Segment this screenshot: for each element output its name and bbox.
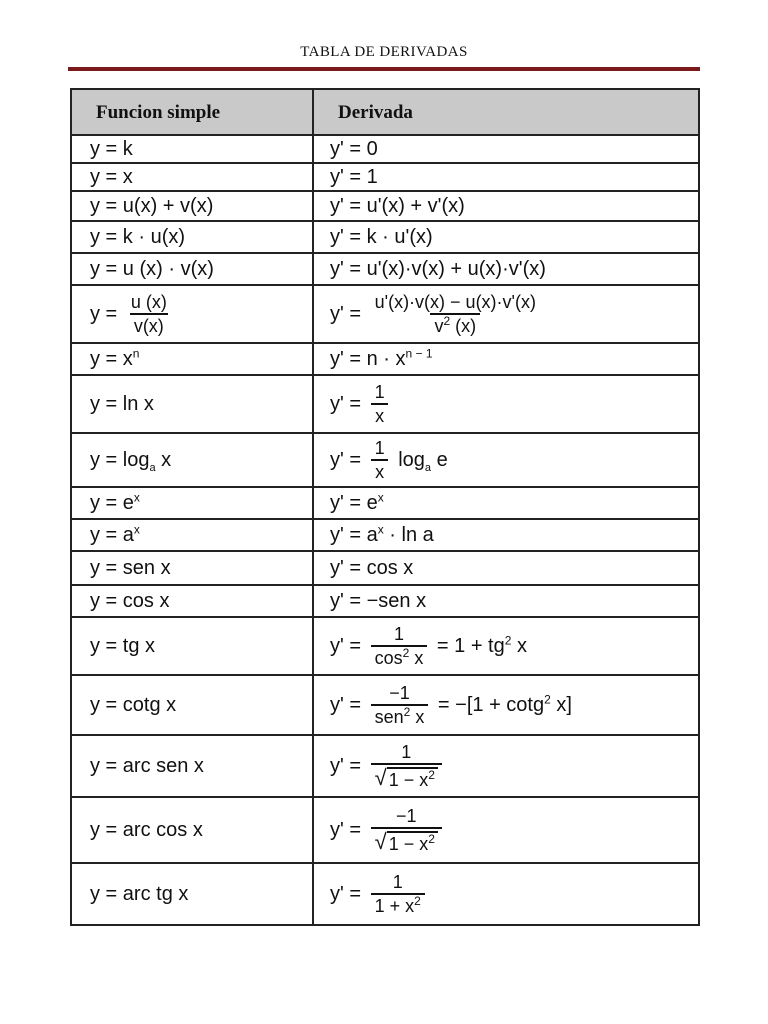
formula-prefix: y' =: [330, 883, 362, 905]
formula-base: y = a: [90, 524, 134, 546]
derivative-cell: y' = u'(x)·v(x) + u(x)·v'(x): [313, 253, 699, 285]
derivative-cell: [313, 487, 699, 519]
table-header-row: [71, 89, 699, 135]
fraction-numerator: u (x): [130, 292, 167, 312]
formula-prefix: y' =: [330, 755, 362, 777]
function-cell: y = cos x: [71, 585, 313, 617]
fraction-numerator: 1: [374, 382, 385, 402]
function-cell: y = tg x: [71, 617, 313, 675]
derivative-cell: [313, 375, 699, 433]
fraction: [371, 684, 429, 726]
exponent: 2: [428, 832, 435, 846]
derivatives-table: [70, 88, 700, 926]
formula-prefix: y' =: [330, 635, 362, 657]
title-divider: [68, 67, 700, 71]
formula-prefix: y =: [90, 303, 118, 325]
derivative-cell: [313, 433, 699, 487]
derivative-cell: y' = k · u'(x): [313, 221, 699, 253]
derivative-cell: [313, 519, 699, 551]
table-row: [71, 519, 699, 551]
denominator-base: sen: [374, 707, 404, 727]
formula-prefix: y' =: [330, 819, 362, 841]
page-title: TABLA DE DERIVADAS: [300, 44, 468, 60]
fraction: [371, 807, 442, 853]
table-row: [71, 375, 699, 433]
derivative-cell: [313, 675, 699, 735]
suffix-base: = −[1 + cotg: [437, 694, 545, 716]
formula-base: y' = a: [330, 524, 378, 546]
formula-rest: x: [155, 449, 172, 471]
derivative-cell: [313, 735, 699, 797]
formula-suffix: [438, 694, 572, 716]
formula-base: y = x: [90, 348, 133, 370]
function-cell: y = x: [71, 163, 313, 191]
derivative-cell: [313, 863, 699, 925]
fraction-denominator: [371, 704, 429, 726]
fraction-denominator: [371, 763, 442, 789]
fraction-numerator: 1: [392, 872, 403, 892]
fraction-numerator: −1: [389, 683, 410, 703]
fraction: [371, 439, 389, 481]
exponent: x: [377, 522, 384, 537]
function-cell: y = sen x: [71, 551, 313, 585]
derivative-cell: y' = cos x: [313, 551, 699, 585]
function-cell: [71, 433, 313, 487]
function-cell: y = arc sen x: [71, 735, 313, 797]
denominator-base: cos: [374, 648, 403, 668]
table-row: [71, 617, 699, 675]
suffix-rest: x]: [550, 694, 572, 716]
table-row: [71, 433, 699, 487]
header-function: Funcion simple: [71, 89, 313, 135]
function-cell: y = arc tg x: [71, 863, 313, 925]
fraction-numerator: 1: [393, 624, 404, 644]
radicand: [387, 767, 438, 789]
exponent: n − 1: [405, 346, 433, 361]
fraction-denominator: x: [371, 403, 388, 425]
derivative-cell: [313, 617, 699, 675]
formula-suffix: [437, 635, 527, 657]
function-cell: y = ln x: [71, 375, 313, 433]
denominator-rest: x: [409, 648, 424, 668]
fraction-denominator: [371, 645, 428, 667]
fraction-numerator: 1: [374, 438, 385, 458]
exponent: x: [377, 490, 384, 505]
radicand: [387, 831, 438, 853]
fraction-denominator: [371, 893, 425, 915]
exponent: 2: [402, 646, 410, 660]
function-cell: [71, 343, 313, 375]
formula-rest: · ln a: [383, 524, 434, 546]
formula-base: y = log: [90, 449, 150, 471]
denominator-rest: x: [410, 707, 425, 727]
denominator-base: 1 + x: [374, 896, 415, 916]
fraction: [371, 293, 540, 335]
table-row: [71, 585, 699, 617]
function-cell: [71, 487, 313, 519]
fraction: [371, 873, 425, 915]
formula-prefix: y' =: [330, 393, 362, 415]
function-cell: y = k · u(x): [71, 221, 313, 253]
exponent: 2: [428, 768, 435, 782]
suffix-rest: x: [511, 635, 527, 657]
exponent: x: [133, 522, 140, 537]
exponent: x: [133, 490, 140, 505]
fraction: [371, 743, 442, 789]
fraction-numerator: u'(x)·v(x) − u(x)·v'(x): [374, 292, 536, 312]
table-row: [71, 285, 699, 343]
function-cell: y = k: [71, 135, 313, 163]
formula-prefix: y' =: [330, 303, 362, 325]
suffix-rest: e: [431, 449, 448, 471]
table-row: [71, 253, 699, 285]
exponent: 2: [504, 633, 512, 648]
formula-prefix: y' =: [330, 694, 362, 716]
formula-suffix: [398, 449, 448, 474]
derivative-cell: y' = 0: [313, 135, 699, 163]
denominator-rest: (x): [450, 316, 477, 336]
derivative-cell: [313, 343, 699, 375]
formula-base: y' = e: [330, 492, 378, 514]
log-base: a: [149, 462, 156, 474]
fraction-numerator: −1: [396, 806, 417, 826]
function-cell: y = cotg x: [71, 675, 313, 735]
table-row: [71, 163, 699, 191]
fraction-denominator: [430, 313, 480, 335]
table-row: [71, 135, 699, 163]
function-cell: y = u(x) + v(x): [71, 191, 313, 221]
radical-sign-icon: √: [374, 765, 387, 790]
fraction: [127, 293, 171, 335]
log-base: a: [424, 462, 432, 474]
formula-prefix: y' =: [330, 449, 362, 471]
table-row: [71, 675, 699, 735]
fraction-denominator: [371, 827, 442, 853]
fraction: [371, 625, 428, 667]
derivative-cell: y' = u'(x) + v'(x): [313, 191, 699, 221]
square-root: [375, 767, 438, 789]
table-row: [71, 551, 699, 585]
function-cell: y = u (x) · v(x): [71, 253, 313, 285]
derivative-cell: [313, 797, 699, 863]
suffix-base: = 1 + tg: [436, 635, 505, 657]
suffix-base: log: [398, 449, 425, 471]
table-row: [71, 191, 699, 221]
function-cell: [71, 519, 313, 551]
square-root: [375, 831, 438, 853]
header-derivative: Derivada: [313, 89, 699, 135]
fraction: [371, 383, 389, 425]
fraction-denominator: v(x): [130, 313, 168, 335]
function-cell: y = arc cos x: [71, 797, 313, 863]
table-row: [71, 863, 699, 925]
table-row: [71, 343, 699, 375]
table-row: [71, 487, 699, 519]
exponent: 2: [544, 692, 551, 707]
radical-sign-icon: √: [374, 829, 387, 854]
formula-base: y = e: [90, 492, 134, 514]
table-row: [71, 221, 699, 253]
radicand-base: 1 − x: [388, 834, 429, 854]
radicand-base: 1 − x: [388, 770, 429, 790]
formula-base: y' = n · x: [330, 348, 406, 370]
derivative-cell: [313, 285, 699, 343]
derivative-cell: y' = −sen x: [313, 585, 699, 617]
table-row: [71, 797, 699, 863]
denominator-base: v: [434, 316, 444, 336]
exponent: 2: [414, 894, 421, 908]
fraction-denominator: x: [371, 459, 388, 481]
exponent: 2: [403, 705, 411, 719]
exponent: n: [132, 346, 140, 361]
function-cell: [71, 285, 313, 343]
derivative-cell: y' = 1: [313, 163, 699, 191]
exponent: 2: [443, 314, 451, 328]
fraction-numerator: 1: [401, 742, 412, 762]
table-row: [71, 735, 699, 797]
